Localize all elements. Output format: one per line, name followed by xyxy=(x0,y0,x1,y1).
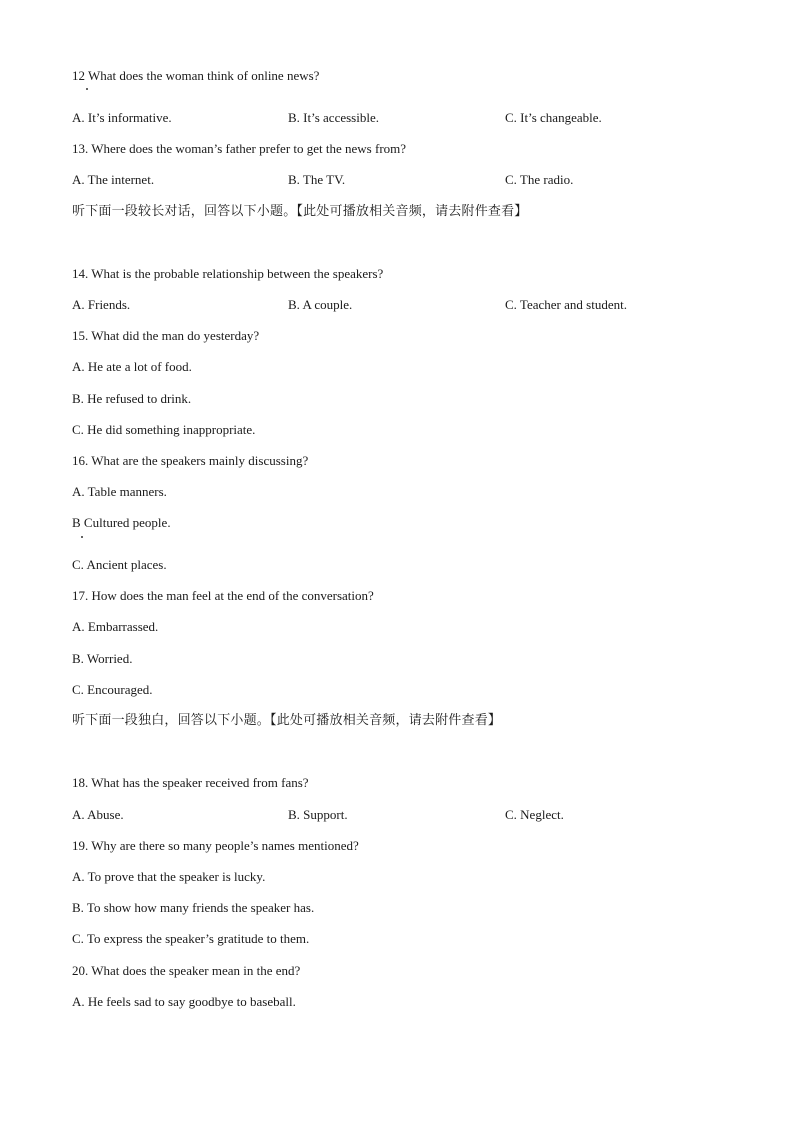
q16-option-b: B Cultured people. xyxy=(72,515,171,530)
question-13: 13. Where does the woman’s father prefer to get the news from? xyxy=(72,141,407,156)
q13-option-b: B. The TV. xyxy=(288,172,346,187)
q14-option-a: A. Friends. xyxy=(72,297,131,312)
q16-option-a: A. Table manners. xyxy=(72,484,167,499)
q17-option-b: B. Worried. xyxy=(72,651,133,666)
question-14: 14. What is the probable relationship between the speakers? xyxy=(72,266,384,281)
q18-option-a: A. Abuse. xyxy=(72,807,124,822)
q13-option-a: A. The internet. xyxy=(72,172,155,187)
question-12: 12 What does the woman think of online news? xyxy=(72,68,320,83)
q20-option-a: A. He feels sad to say goodbye to baseball. xyxy=(72,994,296,1009)
q19-option-a: A. To prove that the speaker is lucky. xyxy=(72,869,266,884)
question-15: 15. What did the man do yesterday? xyxy=(72,328,260,343)
q15-option-b: B. He refused to drink. xyxy=(72,391,192,406)
q19-option-c: C. To express the speaker’s gratitude to them. xyxy=(72,931,310,946)
question-16: 16. What are the speakers mainly discussing? xyxy=(72,453,309,468)
question-17: 17. How does the man feel at the end of the conversation? xyxy=(72,588,374,603)
q16-option-c: C. Ancient places. xyxy=(72,557,167,572)
q14-option-c: C. Teacher and student. xyxy=(505,297,627,312)
question-18: 18. What has the speaker received from fans? xyxy=(72,775,309,790)
q19-option-b: B. To show how many friends the speaker has. xyxy=(72,900,315,915)
q15-option-c: C. He did something inappropriate. xyxy=(72,422,256,437)
q18-option-c: C. Neglect. xyxy=(505,807,564,822)
marker-dot xyxy=(86,88,88,90)
q12-option-c: C. It’s changeable. xyxy=(505,110,602,125)
q17-option-a: A. Embarrassed. xyxy=(72,619,159,634)
q17-option-c: C. Encouraged. xyxy=(72,682,153,697)
q12-option-a: A. It’s informative. xyxy=(72,110,172,125)
section-instruction-monologue: 听下面一段独白，回答以下小题。【此处可播放相关音频，请去附件查看】 xyxy=(72,713,502,728)
marker-dot xyxy=(81,536,83,538)
q13-option-c: C. The radio. xyxy=(505,172,574,187)
q15-option-a: A. He ate a lot of food. xyxy=(72,359,192,374)
question-19: 19. Why are there so many people’s names mentioned? xyxy=(72,838,359,853)
section-instruction-dialogue: 听下面一段较长对话，回答以下小题。【此处可播放相关音频，请去附件查看】 xyxy=(72,204,528,219)
q12-option-b: B. It’s accessible. xyxy=(288,110,379,125)
question-20: 20. What does the speaker mean in the end? xyxy=(72,963,301,978)
q18-option-b: B. Support. xyxy=(288,807,348,822)
q14-option-b: B. A couple. xyxy=(288,297,353,312)
